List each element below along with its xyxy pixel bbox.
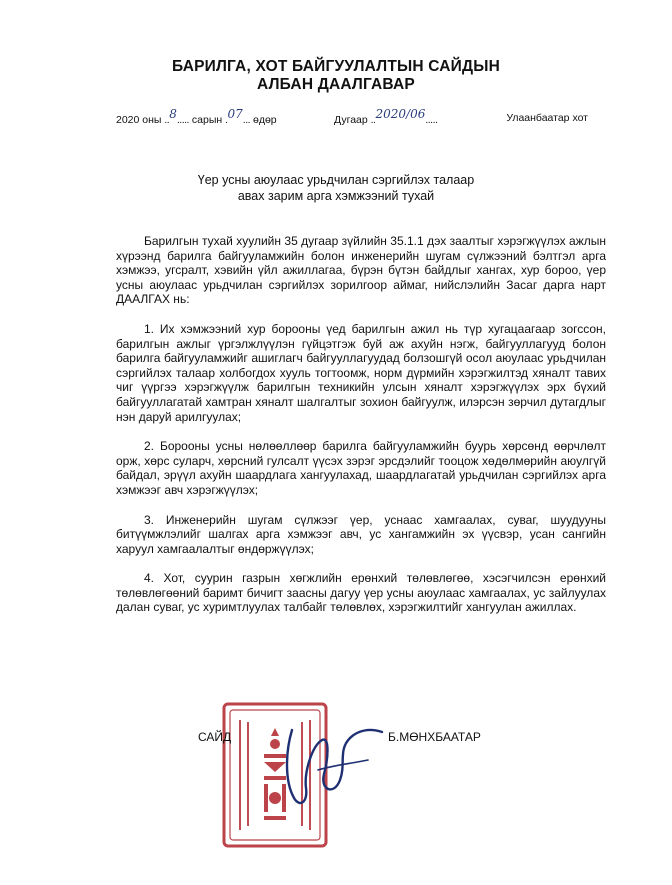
body-item-1: 1. Их хэмжээний хур борооны үед барилгын ажил нь түр хугацаагаар зогссон, барилгын ажлыг үргэлжлүүлэн гүйцэтгэж буй аж ахуйн нэгж, байгууллагууд болон барилга байгууламжийг ашиглагч байгууллагуудад болзошгүй осол аюулаас урьдчилан сэргийлэх талаар холбогдох хууль тогтоомж, норм дүрмийн хэрэгжилтэд хяналт тавих чиг үүргээ хэрэгжүүлж барилгын техникийн улсын хяналт хэрэгжүүлэх эрх бүхий байгууллагатай хамтран хяналт шалгалтыг зохион байгуулж, илэрсэн зөрчил дутагдлыг нэн даруй арилгуулах; <box>116 321 606 424</box>
signature-block <box>190 700 520 850</box>
body-item-4: 4. Хот, суурин газрын хөгжлийн ерөнхий төлөвлөгөө, хэсэгчилсэн ерөнхий төлөвлөгөөний баримт бичигт заасны дагуу үер усны аюулаас хамгаалах, ус зайлуулах далан суваг, ус хуримтлуулах талбайг төлөвлөх, хэрэгжилтийг хангуулан ажиллах. <box>116 571 606 615</box>
document-date: 2020 оны ..8..... сарын .07... өдөр <box>116 107 277 126</box>
handwritten-signature-icon <box>278 710 388 820</box>
date-day-handwritten: 07 <box>227 107 243 121</box>
body-item-3: 3. Инженерийн шугам сүлжээг үер, уснаас хамгаалах, суваг, шуудууны битүүмжлэлийг шалгах арга хэмжээг авч, ус хангамжийн эх үүсвэр, усан сангийн харуул хамгаалалтыг өндөржүүлэх; <box>116 512 606 556</box>
document-number: Дугаар ..2020/06..... <box>334 107 438 126</box>
document-body <box>116 234 606 630</box>
date-month-label: сарын <box>191 114 223 126</box>
number-handwritten: 2020/06 <box>375 107 426 121</box>
number-label: Дугаар <box>334 114 368 126</box>
date-day-label: өдөр <box>252 114 277 126</box>
date-month-handwritten: 8 <box>169 107 177 121</box>
subject-line-2: авах зарим арга хэмжээний тухай <box>237 189 435 203</box>
document-city: Улаанбаатар хот <box>506 112 588 124</box>
body-item-2: 2. Борооны усны нөлөөллөөр барилга байгууламжийн буурь хөрсөнд өөрчлөлт орж, хөрс суларч, хөрсний гулсалт үүсэх зэрэг эрсдэлийг тооцож хөдөлмөрийн аюулгүй байдал, эрүүл ахуйн шаардлага хангуулахад, шаардлагатай урьдчилан сэргийлэх арга хэмжээг авч хэрэгжүүлэх; <box>116 439 606 497</box>
date-year-prefix: 2020 оны <box>116 114 162 126</box>
document-subject <box>0 172 672 204</box>
subject-line-1: Үер усны аюулаас урьдчилан сэргийлэх талаар <box>197 173 475 187</box>
document-header <box>0 58 672 94</box>
header-line-directive: АЛБАН ДААЛГАВАР <box>257 76 415 93</box>
body-intro-paragraph: Барилгын тухай хуулийн 35 дугаар зүйлийн 35.1.1 дэх заалтыг хэрэгжүүлэх ажлын хүрээнд барилга байгууламжийн болон инженерийн шугам сүлжээний бэлтгэл арга хэмжээ, угсралт, хэвийн үйл ажиллагаа, бүрэн бүтэн байдлыг хангах, хур бороо, үер усны аюулаас урьдчилан сэргийлэх зорилгоор аймаг, нийслэлийн Засаг дарга нарт ДААЛГАХ нь: <box>116 234 606 307</box>
signer-title: САЙД <box>198 730 232 744</box>
meta-row <box>116 107 588 132</box>
header-line-ministry: БАРИЛГА, ХОТ БАЙГУУЛАЛТЫН САЙДЫН <box>171 58 501 75</box>
signer-name: Б.МӨНХБААТАР <box>388 730 481 744</box>
